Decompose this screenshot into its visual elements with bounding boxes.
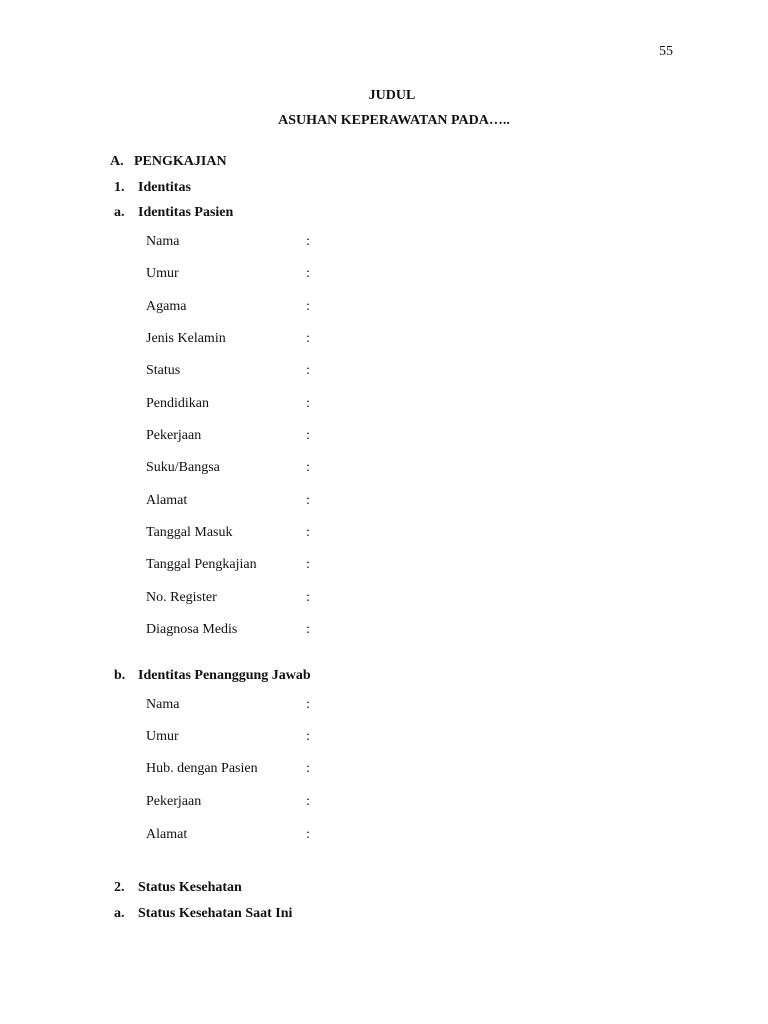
field-label: Pekerjaan xyxy=(146,794,202,809)
field-label: Status xyxy=(146,363,181,378)
section-a-heading xyxy=(110,154,227,170)
field-colon: : xyxy=(306,794,310,809)
item-2-title: Status Kesehatan xyxy=(138,880,242,895)
field-colon: : xyxy=(306,428,310,443)
field-label: Alamat xyxy=(146,827,188,842)
field-row-alamat xyxy=(146,493,310,509)
field-colon: : xyxy=(306,493,310,508)
field-colon: : xyxy=(306,590,310,605)
sub-b-heading xyxy=(114,668,311,684)
field-row-diagnosa-medis xyxy=(146,622,310,638)
field-row-pekerjaan xyxy=(146,794,310,810)
page-number: 55 xyxy=(659,44,673,59)
field-row-tanggal-pengkajian xyxy=(146,557,310,573)
sub-a2-letter: a. xyxy=(114,906,125,921)
field-colon: : xyxy=(306,525,310,540)
sub-a2-title: Status Kesehatan Saat Ini xyxy=(138,906,293,921)
field-label: Agama xyxy=(146,299,187,314)
field-row-suku-bangsa xyxy=(146,460,310,476)
document-subtitle: ASUHAN KEPERAWATAN PADA….. xyxy=(278,113,510,128)
field-label: Nama xyxy=(146,697,180,712)
field-row-tanggal-masuk xyxy=(146,525,310,541)
field-label: Hub. dengan Pasien xyxy=(146,761,258,776)
item-2-number: 2. xyxy=(114,880,125,895)
field-colon: : xyxy=(306,299,310,314)
field-colon: : xyxy=(306,266,310,281)
field-colon: : xyxy=(306,729,310,744)
field-row-nama xyxy=(146,697,310,713)
field-colon: : xyxy=(306,331,310,346)
sub-a-title: Identitas Pasien xyxy=(138,205,234,220)
field-row-no-register xyxy=(146,590,310,606)
field-colon: : xyxy=(306,234,310,249)
field-label: Umur xyxy=(146,266,179,281)
field-colon: : xyxy=(306,460,310,475)
field-colon: : xyxy=(306,622,310,637)
section-a-title: PENGKAJIAN xyxy=(134,154,227,169)
sub-b-letter: b. xyxy=(114,668,126,683)
item-2-heading xyxy=(114,880,242,896)
field-label: Tanggal Pengkajian xyxy=(146,557,257,572)
section-a-letter: A. xyxy=(110,154,124,169)
item-1-title: Identitas xyxy=(138,180,191,195)
field-label: Tanggal Masuk xyxy=(146,525,233,540)
field-label: Pendidikan xyxy=(146,396,209,411)
sub-a-heading xyxy=(114,205,233,221)
field-label: Alamat xyxy=(146,493,188,508)
field-row-umur xyxy=(146,266,310,282)
field-colon: : xyxy=(306,557,310,572)
field-row-status xyxy=(146,363,310,379)
field-label: No. Register xyxy=(146,590,217,605)
document-title: JUDUL xyxy=(368,88,416,103)
field-row-hub-dengan-pasien xyxy=(146,761,310,777)
field-row-nama xyxy=(146,234,310,250)
field-colon: : xyxy=(306,761,310,776)
field-row-pendidikan xyxy=(146,396,310,412)
field-label: Nama xyxy=(146,234,180,249)
field-row-agama xyxy=(146,299,310,315)
field-colon: : xyxy=(306,827,310,842)
field-row-pekerjaan xyxy=(146,428,310,444)
field-row-jenis-kelamin xyxy=(146,331,310,347)
item-1-number: 1. xyxy=(114,180,125,195)
sub-a2-heading xyxy=(114,906,292,922)
field-label: Suku/Bangsa xyxy=(146,460,220,475)
field-colon: : xyxy=(306,396,310,411)
field-row-alamat xyxy=(146,827,310,843)
item-1-heading xyxy=(114,180,191,196)
field-label: Diagnosa Medis xyxy=(146,622,238,637)
field-label: Pekerjaan xyxy=(146,428,202,443)
field-colon: : xyxy=(306,697,310,712)
field-label: Umur xyxy=(146,729,179,744)
sub-b-title: Identitas Penanggung Jawab xyxy=(138,668,311,683)
field-row-umur xyxy=(146,729,310,745)
field-label: Jenis Kelamin xyxy=(146,331,226,346)
field-colon: : xyxy=(306,363,310,378)
sub-a-letter: a. xyxy=(114,205,125,220)
